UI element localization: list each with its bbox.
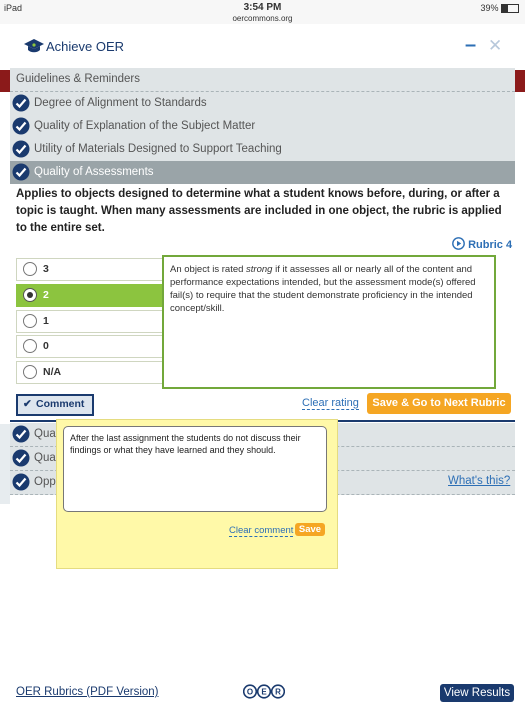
rating-label: 1: [43, 315, 49, 327]
oer-logo-icon: [243, 684, 285, 699]
check-circle-icon: [12, 449, 30, 467]
check-circle-icon: [12, 425, 30, 443]
rating-option-3[interactable]: [16, 258, 164, 281]
pdf-rubrics-link[interactable]: OER Rubrics (PDF Version): [16, 686, 159, 698]
ios-status-bar: [0, 0, 525, 24]
comment-popup: [56, 419, 338, 569]
battery-icon: [501, 4, 519, 13]
svg-text:O: O: [246, 687, 254, 697]
rubric-description: Applies to objects designed to determine what a student knows before, during, or after a topic is taught. When many assessments are included in one object, the rubric is applied to the entire set.: [16, 188, 502, 234]
rating-label: N/A: [43, 366, 62, 378]
rating-explanation-text: [170, 263, 488, 315]
rating-option-na[interactable]: [16, 361, 164, 384]
rating-option-0[interactable]: [16, 335, 164, 358]
check-circle-icon: [12, 117, 30, 135]
comment-text: After the last assignment the students do not discuss their findings or what they have learned and they should.: [70, 433, 301, 455]
rubric-row-label: Quality of Assessments: [34, 166, 154, 178]
graduation-cap-icon: [24, 37, 44, 55]
rubric-row-label: Opp: [34, 476, 56, 488]
minimize-button[interactable]: –: [465, 34, 477, 56]
radio-button[interactable]: [23, 365, 37, 379]
comment-label: Comment: [36, 398, 85, 410]
modal-title: Achieve OER: [46, 39, 125, 54]
svg-text:R: R: [275, 687, 281, 697]
rubric-row-label: Utility of Materials Designed to Support Teaching: [34, 143, 282, 155]
rubric-link[interactable]: [452, 237, 512, 251]
save-comment-button[interactable]: Save: [295, 523, 325, 536]
device-label: iPad: [4, 3, 23, 13]
url-label: oercommons.org: [232, 14, 293, 23]
check-circle-icon: [12, 473, 30, 491]
rubric-row-explanation[interactable]: [10, 115, 515, 139]
radio-button[interactable]: [23, 288, 37, 302]
radio-button[interactable]: [23, 262, 37, 276]
check-circle-icon: [12, 94, 30, 112]
close-button[interactable]: ✕: [488, 36, 503, 55]
guidelines-label: Guidelines & Reminders: [16, 73, 141, 85]
view-results-button[interactable]: View Results: [440, 684, 514, 702]
review-modal: [10, 28, 515, 700]
svg-text:E: E: [261, 687, 267, 697]
guidelines-row[interactable]: [10, 68, 515, 92]
status-time: 3:54 PM: [243, 2, 282, 13]
rubric-row-label: Qua: [34, 428, 56, 440]
rubric-link-label: Rubric 4: [468, 239, 513, 251]
explanation-emphasis: strong: [246, 264, 273, 275]
comment-textarea[interactable]: [63, 426, 327, 512]
rubric-row-label: Quality of Explanation of the Subject Matter: [34, 120, 256, 132]
rubric-row-utility[interactable]: [10, 138, 515, 162]
clear-comment-link[interactable]: Clear comment: [229, 525, 294, 536]
save-next-rubric-button[interactable]: Save & Go to Next Rubric: [367, 393, 511, 414]
checkmark-icon: ✔: [23, 398, 32, 410]
rating-label: 0: [43, 340, 49, 352]
rubric-row-assessments[interactable]: [10, 161, 515, 184]
rating-explanation-box: [162, 255, 496, 389]
rubric-row-label: Qua: [34, 452, 56, 464]
modal-header: [10, 28, 515, 66]
rating-option-1[interactable]: [16, 310, 164, 333]
radio-button[interactable]: [23, 314, 37, 328]
rating-label: 3: [43, 263, 49, 275]
check-circle-icon: [12, 163, 30, 181]
rating-label: 2: [43, 289, 49, 301]
explanation-text: if it assesses all or nearly all of the content and performance expectations intended, but the assessment mode(s) offered fail(s) to require that the student demonstrate proficiency in the intended concept/skill.: [170, 264, 476, 314]
battery-percent: 39%: [480, 3, 499, 13]
whats-this-link[interactable]: What's this?: [448, 475, 511, 487]
clear-rating-link[interactable]: Clear rating: [302, 397, 359, 409]
play-circle-icon: [452, 237, 465, 250]
rubric-row-label: Degree of Alignment to Standards: [34, 97, 207, 109]
background-nav-strip: [0, 424, 10, 504]
explanation-text: An object is rated: [170, 264, 247, 275]
radio-button[interactable]: [23, 339, 37, 353]
rubric-row-alignment[interactable]: [10, 92, 515, 116]
check-circle-icon: [12, 140, 30, 158]
battery-indicator: [480, 3, 519, 13]
comment-button[interactable]: [16, 394, 94, 416]
rating-option-2[interactable]: [16, 284, 164, 307]
